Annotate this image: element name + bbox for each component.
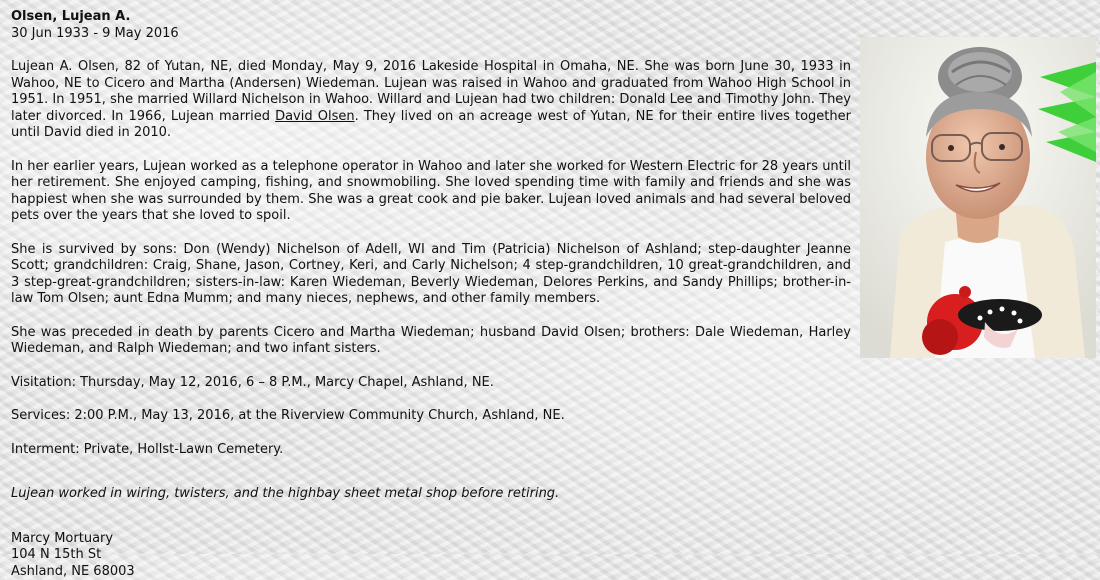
mortuary-city: Ashland, NE 68003 — [11, 564, 851, 580]
obituary-paragraph-4: She was preceded in death by parents Cicero and Martha Wiedeman; husband David Olsen; brothers: Dale Wiedeman, Harley Wiedeman, and Ralph Wiedeman; and two infant sisters. — [11, 325, 851, 358]
services-info: Services: 2:00 P.M., May 13, 2016, at the Riverview Community Church, Ashland, NE. — [11, 408, 851, 425]
mortuary-street: 104 N 15th St — [11, 547, 851, 564]
portrait-photo — [860, 37, 1096, 358]
david-olsen-link[interactable]: David Olsen — [275, 109, 355, 124]
mortuary-address — [11, 531, 851, 580]
obituary-content — [11, 9, 851, 580]
portrait-illustration — [860, 37, 1096, 358]
paragraph-1-text-b: . They lived on an acreage west of Yutan, NE for their entire lives together until David died in 2010. — [11, 109, 851, 141]
visitation-info: Visitation: Thursday, May 12, 2016, 6 – 8 P.M., Marcy Chapel, Ashland, NE. — [11, 375, 851, 392]
work-note: Lujean worked in wiring, twisters, and the highbay sheet metal shop before retiring. — [11, 486, 851, 503]
life-dates: 30 Jun 1933 - 9 May 2016 — [11, 26, 851, 43]
paragraph-1-text-a: Lujean A. Olsen, 82 of Yutan, NE, died Monday, May 9, 2016 Lakeside Hospital in Omaha, NE. She was born June 30, 1933 in Wahoo, NE to Cicero and Martha (Andersen) Wiedeman. Lujean was raised in Wahoo and graduated from Wahoo High School in 1951. In 1951, she married Willard Nichelson in Wahoo. Willard and Lujean had two children: Donald Lee and Timothy John. They later divorced. In 1966, Lujean married — [11, 59, 851, 124]
person-name: Olsen, Lujean A. — [11, 9, 851, 26]
obituary-paragraph-2: In her earlier years, Lujean worked as a telephone operator in Wahoo and later she worked for Western Electric for 28 years until her retirement. She enjoyed camping, fishing, and snowmobiling. She loved spending time with family and friends and she was happiest when she was surrounded by them. She was a great cook and pie baker. Lujean loved animals and had several beloved pets over the years that she loved to spoil. — [11, 159, 851, 225]
obituary-paragraph-1 — [11, 59, 851, 142]
interment-info: Interment: Private, Hollst-Lawn Cemetery. — [11, 442, 851, 459]
obituary-paragraph-3: She is survived by sons: Don (Wendy) Nichelson of Adell, WI and Tim (Patricia) Nichelson of Ashland; step-daughter Jeanne Scott; grandchildren: Craig, Shane, Jason, Cortney, Keri, and Carly Nichelson; 4 step-grandchildren, 10 great-grandchildren, and 3 step-great-grandchildren; sisters-in-law: Karen Wiedeman, Beverly Wiedeman, Delores Perkins, and Sandy Phillips; brother-in-law Tom Olsen; aunt Edna Mumm; and many nieces, nephews, and other family members. — [11, 242, 851, 308]
mortuary-name: Marcy Mortuary — [11, 531, 851, 548]
